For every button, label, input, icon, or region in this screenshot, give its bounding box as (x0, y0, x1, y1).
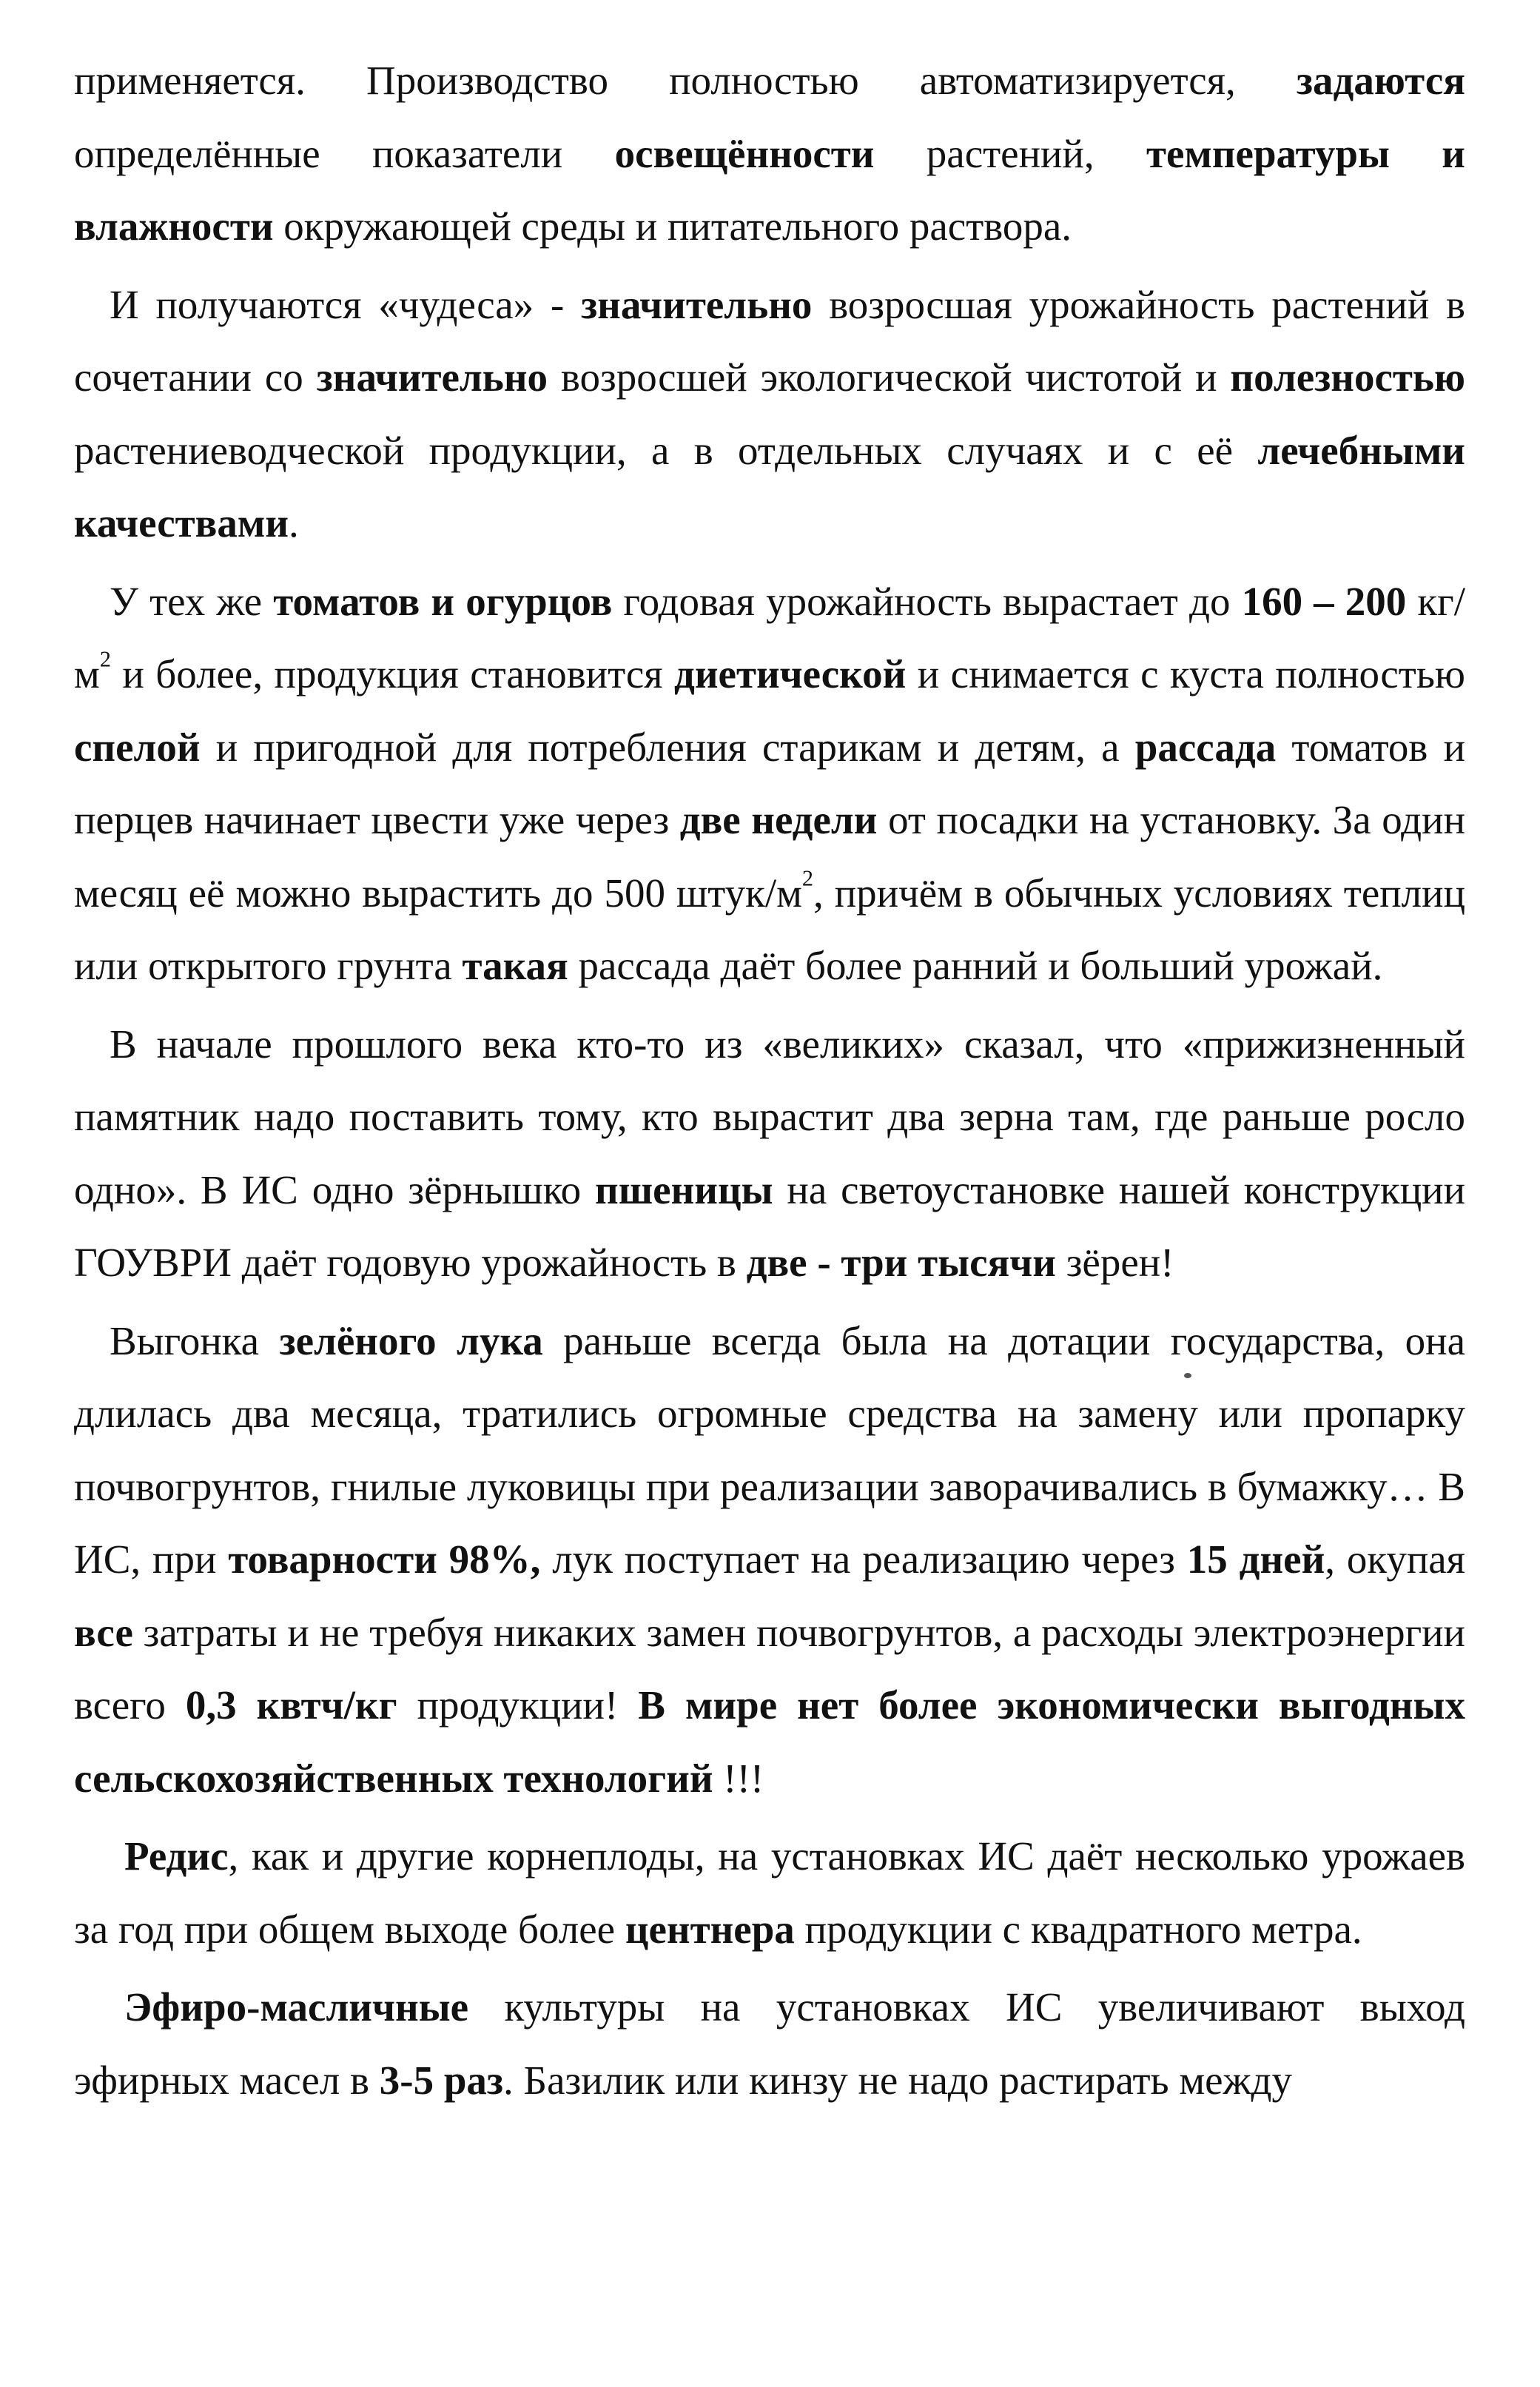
scan-speck (1184, 1373, 1191, 1378)
text-run: . Базилик или кинзу не надо растирать между (503, 2057, 1293, 2103)
bold-run: Эфиро-масличные (124, 1984, 469, 2030)
text-run: рассада даёт более ранний и больший урожай. (568, 943, 1383, 988)
bold-run: 3-5 раз (379, 2057, 504, 2103)
bold-run: центнера (625, 1906, 795, 1952)
bold-run: все (74, 1609, 133, 1655)
text-run: , как и другие корнеплоды, на установках ИС даёт несколько урожаев за год при общем выходе более (74, 1833, 1465, 1952)
bold-run: значительно (316, 355, 548, 400)
text-run: окружающей среды и питательного раствора. (273, 204, 1072, 249)
bold-run: задаются (1296, 58, 1465, 103)
text-run: В начале прошлого века кто-то из «великих» сказал, что «прижизненный памятник надо поставить тому, кто вырастит два зерна там, где раньше росло одно». В ИС одно зёрнышко (74, 1021, 1465, 1212)
text-run: возросшей экологической чистотой и (548, 355, 1231, 400)
text-run: У тех же (110, 578, 274, 624)
paragraph-green-onion (74, 1305, 1465, 1816)
bold-run: рассада (1134, 724, 1277, 770)
bold-run: лечебными качествами (74, 427, 1465, 545)
text-run: возросшая урожайность растений в сочетании со (74, 281, 1465, 400)
paragraph-essential-oil (74, 1971, 1465, 2117)
text-run: годовая урожайность вырастает до (612, 578, 1242, 624)
text-run: , окупая (1325, 1537, 1465, 1582)
superscript: 2 (801, 865, 814, 890)
bold-run: диетической (674, 651, 907, 696)
paragraph-radish (74, 1820, 1465, 1966)
bold-run: томатов и огурцов (273, 578, 613, 624)
text-run: , причём в обычных условиях теплиц или открытого грунта (74, 870, 1465, 988)
text-run: кг/м (74, 578, 1465, 696)
bold-run: 15 дней (1186, 1537, 1325, 1582)
text-run: продукции! (397, 1682, 639, 1728)
bold-run: спелой (74, 724, 201, 770)
text-run: зёрен! (1055, 1240, 1174, 1285)
text-run: культуры на установках ИС увеличивают выход эфирных масел в (74, 1984, 1465, 2103)
bold-run: В мире нет более экономически выгодных сельскохозяйственных технологий (74, 1682, 1465, 1801)
bold-run: такая (462, 943, 568, 988)
text-run: и более, продукция становится (110, 651, 675, 696)
bold-run: 160 – 200 (1241, 578, 1407, 624)
text-run: Выгонка (110, 1317, 280, 1363)
paragraph-wheat (74, 1008, 1465, 1300)
bold-run: 0,3 квтч/кг (185, 1682, 397, 1728)
text-run: . (289, 500, 299, 545)
bold-run: Редис (124, 1833, 229, 1879)
bold-run: температуры и влажности (74, 130, 1465, 249)
text-run: применяется. Производство полностью автоматизируется, (74, 58, 1297, 103)
text-run: раньше всегда была на дотации государства, она длилась два месяца, тратились огромные средства на замену или пропарку почвогрунтов, гнилые луковицы при реализации заворачивались в бумажку… В ИС, при (74, 1317, 1465, 1582)
text-run: и пригодной для потребления старикам и детям, а (200, 724, 1135, 770)
document-page (74, 44, 1465, 2122)
bold-run: товарности 98%, (228, 1537, 541, 1582)
bold-run: полезностью (1230, 355, 1465, 400)
bold-run: освещённости (614, 130, 875, 176)
superscript: 2 (99, 646, 111, 672)
paragraph-miracles (74, 269, 1465, 560)
text-run: от посадки на установку. За один месяц её можно вырастить до 500 штук/м (74, 797, 1465, 916)
text-run: И получаются «чудеса» - (110, 281, 582, 327)
bold-run: две недели (679, 797, 878, 842)
bold-run: зелёного лука (279, 1317, 543, 1363)
text-run: на светоустановке нашей конструкции ГОУВРИ даёт годовую урожайность в (74, 1166, 1465, 1285)
text-run: затраты и не требуя никаких замен почвогрунтов, а расходы электроэнергии всего (74, 1609, 1465, 1728)
bold-run: две - три тысячи (746, 1240, 1056, 1285)
text-run: и снимается с куста полностью (906, 651, 1466, 696)
text-run: определённые показатели (74, 130, 615, 176)
bold-run: пшеницы (595, 1166, 773, 1212)
text-run: растений, (874, 130, 1146, 176)
text-run: продукции с квадратного метра. (794, 1906, 1362, 1952)
text-run: томатов и перцев начинает цвести уже через (74, 724, 1465, 842)
text-run: !!! (713, 1755, 764, 1801)
text-run: лук поступает на реализацию через (540, 1537, 1187, 1582)
bold-run: значительно (581, 281, 813, 327)
text-run: растениеводческой продукции, а в отдельных случаях и с её (74, 427, 1258, 473)
paragraph-automation (74, 44, 1465, 263)
paragraph-tomatoes-cucumbers (74, 565, 1465, 1003)
